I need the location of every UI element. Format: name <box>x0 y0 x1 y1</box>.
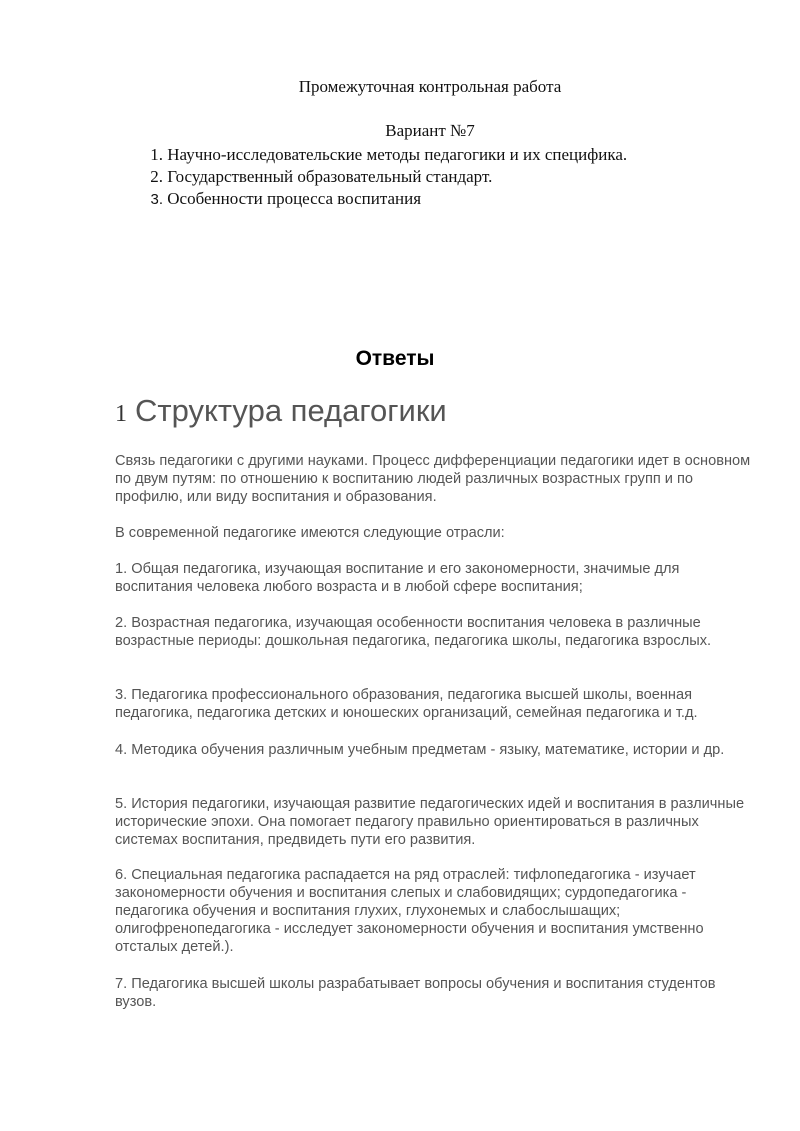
section-title: Структура педагогики <box>135 393 447 428</box>
question-text: Государственный образовательный стандарт. <box>167 167 493 186</box>
document-title: Промежуточная контрольная работа <box>298 77 562 96</box>
question-number: 2. <box>150 167 163 186</box>
questions-list <box>116 144 627 210</box>
section-heading <box>115 393 447 429</box>
paragraph: 2. Возрастная педагогика, изучающая особенности воспитания человека в различные возрастные периоды: дошкольная педагогика, педагогика школы, педагогика взрослых. <box>115 615 712 649</box>
paragraph: Связь педагогики с другими науками. Процесс дифференциации педагогики идет в основном по двум путям: по отношению к воспитанию людей различных возрастных групп и по профилю, или виду воспитания и образования. <box>115 453 751 505</box>
paragraph: 4. Методика обучения различным учебным предметам - языку, математике, истории и др. <box>115 742 725 758</box>
paragraph: 3. Педагогика профессионального образования, педагогика высшей школы, военная педагогика, педагогика детских и юношеских организаций, семейная педагогика и т.д. <box>115 687 698 721</box>
question-item <box>116 144 627 166</box>
answers-heading: Ответы <box>355 347 435 370</box>
question-item <box>116 166 627 188</box>
question-item <box>116 188 627 210</box>
paragraph: 6. Специальная педагогика распадается на ряд отраслей: тифлопедагогика - изучает закономерности обучения и воспитания слепых и слабовидящих; сурдопедагогика - педагогика обучения и воспитания глухих, глухонемых и слабослышащих; олигофренопедагогика - исследует закономерности обучения и воспитания умственно отсталых детей.). <box>115 867 704 955</box>
paragraph: В современной педагогике имеются следующие отрасли: <box>115 525 505 541</box>
paragraph: 7. Педагогика высшей школы разрабатывает вопросы обучения и воспитания студентов вузов. <box>115 976 716 1010</box>
variant-label: Вариант №7 <box>385 121 475 140</box>
question-text: Особенности процесса воспитания <box>167 189 422 208</box>
paragraph: 5. История педагогики, изучающая развитие педагогических идей и воспитания в различные исторические эпохи. Она помогает педагогу правильно ориентироваться в различных системах воспитания, предвидеть пути его развития. <box>115 796 745 848</box>
question-number: 1. <box>150 145 163 164</box>
question-number: 3. <box>150 191 163 208</box>
paragraph: 1. Общая педагогика, изучающая воспитание и его закономерности, значимые для воспитания человека любого возраста и в любой сфере воспитания; <box>115 561 680 595</box>
section-number: 1 <box>115 401 127 427</box>
question-text: Научно-исследовательские методы педагогики и их специфика. <box>167 145 628 164</box>
